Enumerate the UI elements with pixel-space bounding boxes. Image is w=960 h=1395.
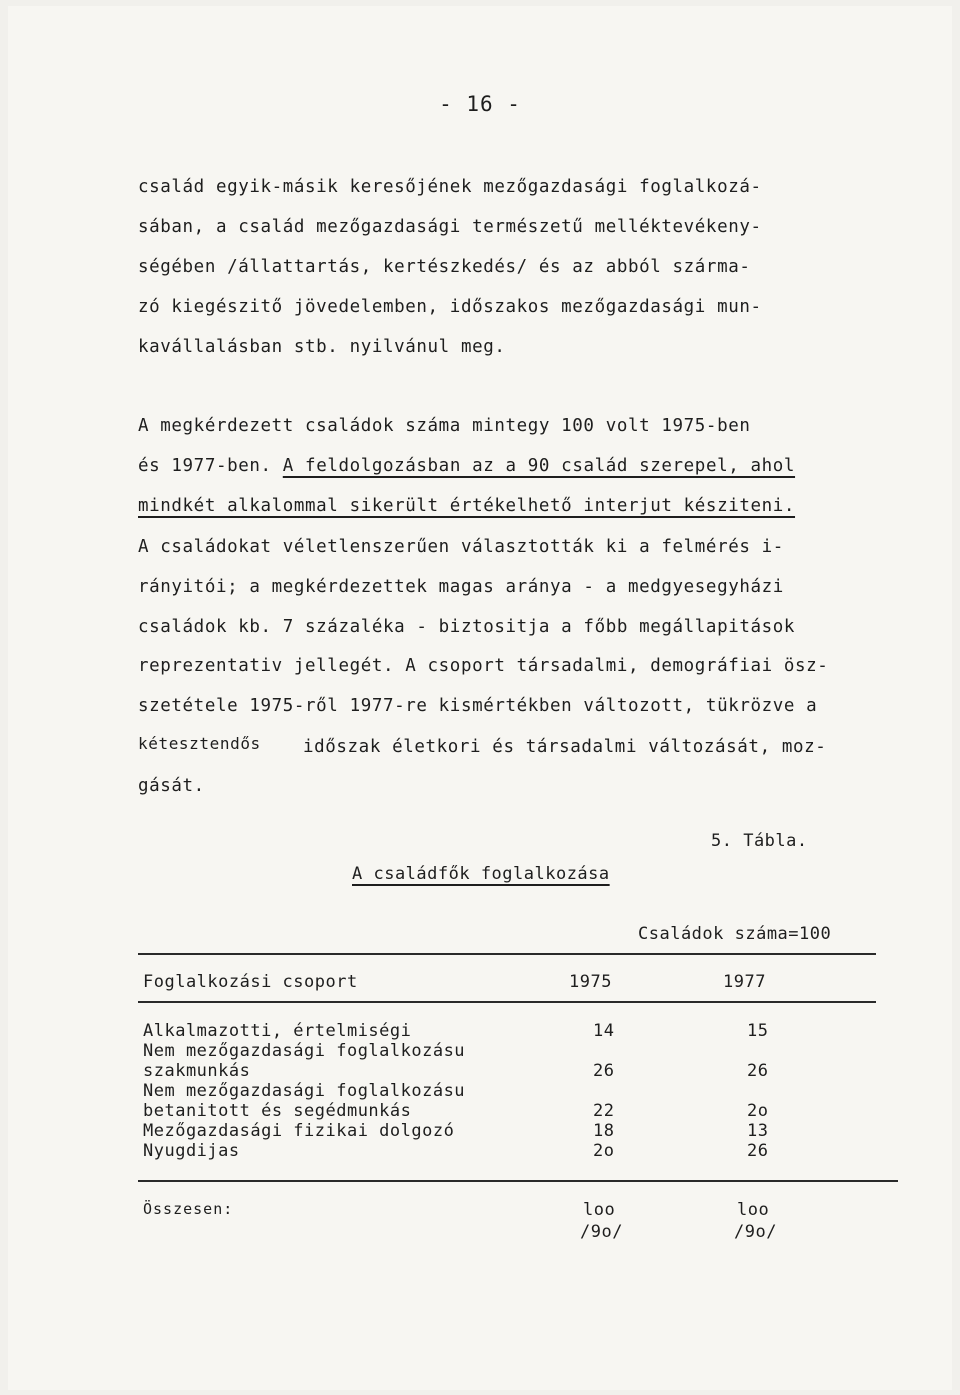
- row-label: Nem mezőgazdasági foglalkozásu: [143, 1081, 466, 1101]
- row-label: szakmunkás: [143, 1061, 251, 1081]
- row-label: Mezőgazdasági fizikai dolgozó: [143, 1121, 455, 1141]
- row-label: Nyugdijas: [143, 1141, 240, 1161]
- text-line: A megkérdezett családok száma mintegy 100 volt 1975-ben: [138, 416, 751, 436]
- cell-1975: 18: [593, 1121, 615, 1141]
- table-rule: [138, 1180, 898, 1182]
- column-header: 1977: [723, 972, 766, 992]
- row-label: Nem mezőgazdasági foglalkozásu: [143, 1041, 466, 1061]
- cell-1977: 26: [747, 1141, 769, 1161]
- cell-1975: 14: [593, 1021, 615, 1041]
- text-line: ségében /állattartás, kertészkedés/ és az abból szárma-: [138, 257, 751, 277]
- text-line: zó kiegészitő jövedelemben, időszakos mezőgazdasági mun-: [138, 297, 762, 317]
- text-line: gását.: [138, 776, 205, 796]
- text-line: sában, a család mezőgazdasági természetű melléktevékeny-: [138, 217, 762, 237]
- cell-1977: 26: [747, 1061, 769, 1081]
- table-unit-note: Családok száma=100: [638, 924, 832, 944]
- total-1975: loo: [583, 1200, 616, 1220]
- underlined-text: A feldolgozásban az a 90 család szerepel, ahol: [282, 456, 796, 476]
- column-header: 1975: [569, 972, 612, 992]
- text-line: reprezentativ jellegét. A csoport társadalmi, demográfiai ösz-: [138, 656, 829, 676]
- cell-1975: 22: [593, 1101, 615, 1121]
- row-label: Alkalmazotti, értelmiségi: [143, 1021, 412, 1041]
- total-n-1977: /9o/: [734, 1222, 777, 1242]
- table-title: A családfők foglalkozása: [352, 864, 610, 884]
- text-line: rányitói; a megkérdezettek magas aránya - a medgyesegyházi: [138, 577, 784, 597]
- cell-1977: 2o: [747, 1101, 769, 1121]
- text-line: kavállalásban stb. nyilvánul meg.: [138, 337, 506, 357]
- total-1977: loo: [737, 1200, 770, 1220]
- cell-1977: 15: [747, 1021, 769, 1041]
- text-line: kétesztendős: [138, 734, 261, 753]
- total-n-1975: /9o/: [580, 1222, 623, 1242]
- text-line: időszak életkori és társadalmi változását, moz-: [303, 737, 827, 757]
- table-rule: [138, 953, 876, 955]
- total-label: Összesen:: [143, 1200, 234, 1218]
- table-label: 5. Tábla.: [711, 831, 808, 851]
- text-line: szetétele 1975-ről 1977-re kismértékben változott, tükrözve a: [138, 696, 818, 716]
- row-label: betanitott és segédmunkás: [143, 1101, 412, 1121]
- table-rule: [138, 1001, 876, 1003]
- column-header: Foglalkozási csoport: [143, 972, 358, 992]
- text-line: család egyik-másik keresőjének mezőgazdasági foglalkozá-: [138, 177, 762, 197]
- page-number: - 16 -: [439, 92, 521, 116]
- text-segment: és 1977-ben.: [138, 456, 283, 476]
- underlined-text: mindkét alkalommal sikerült értékelhető interjut késziteni.: [138, 496, 796, 516]
- cell-1977: 13: [747, 1121, 769, 1141]
- text-line: A családokat véletlenszerűen választották ki a felmérés i-: [138, 537, 784, 557]
- cell-1975: 2o: [593, 1141, 615, 1161]
- text-line: [138, 456, 795, 476]
- cell-1975: 26: [593, 1061, 615, 1081]
- text-line: családok kb. 7 százaléka - biztositja a főbb megállapitások: [138, 617, 796, 637]
